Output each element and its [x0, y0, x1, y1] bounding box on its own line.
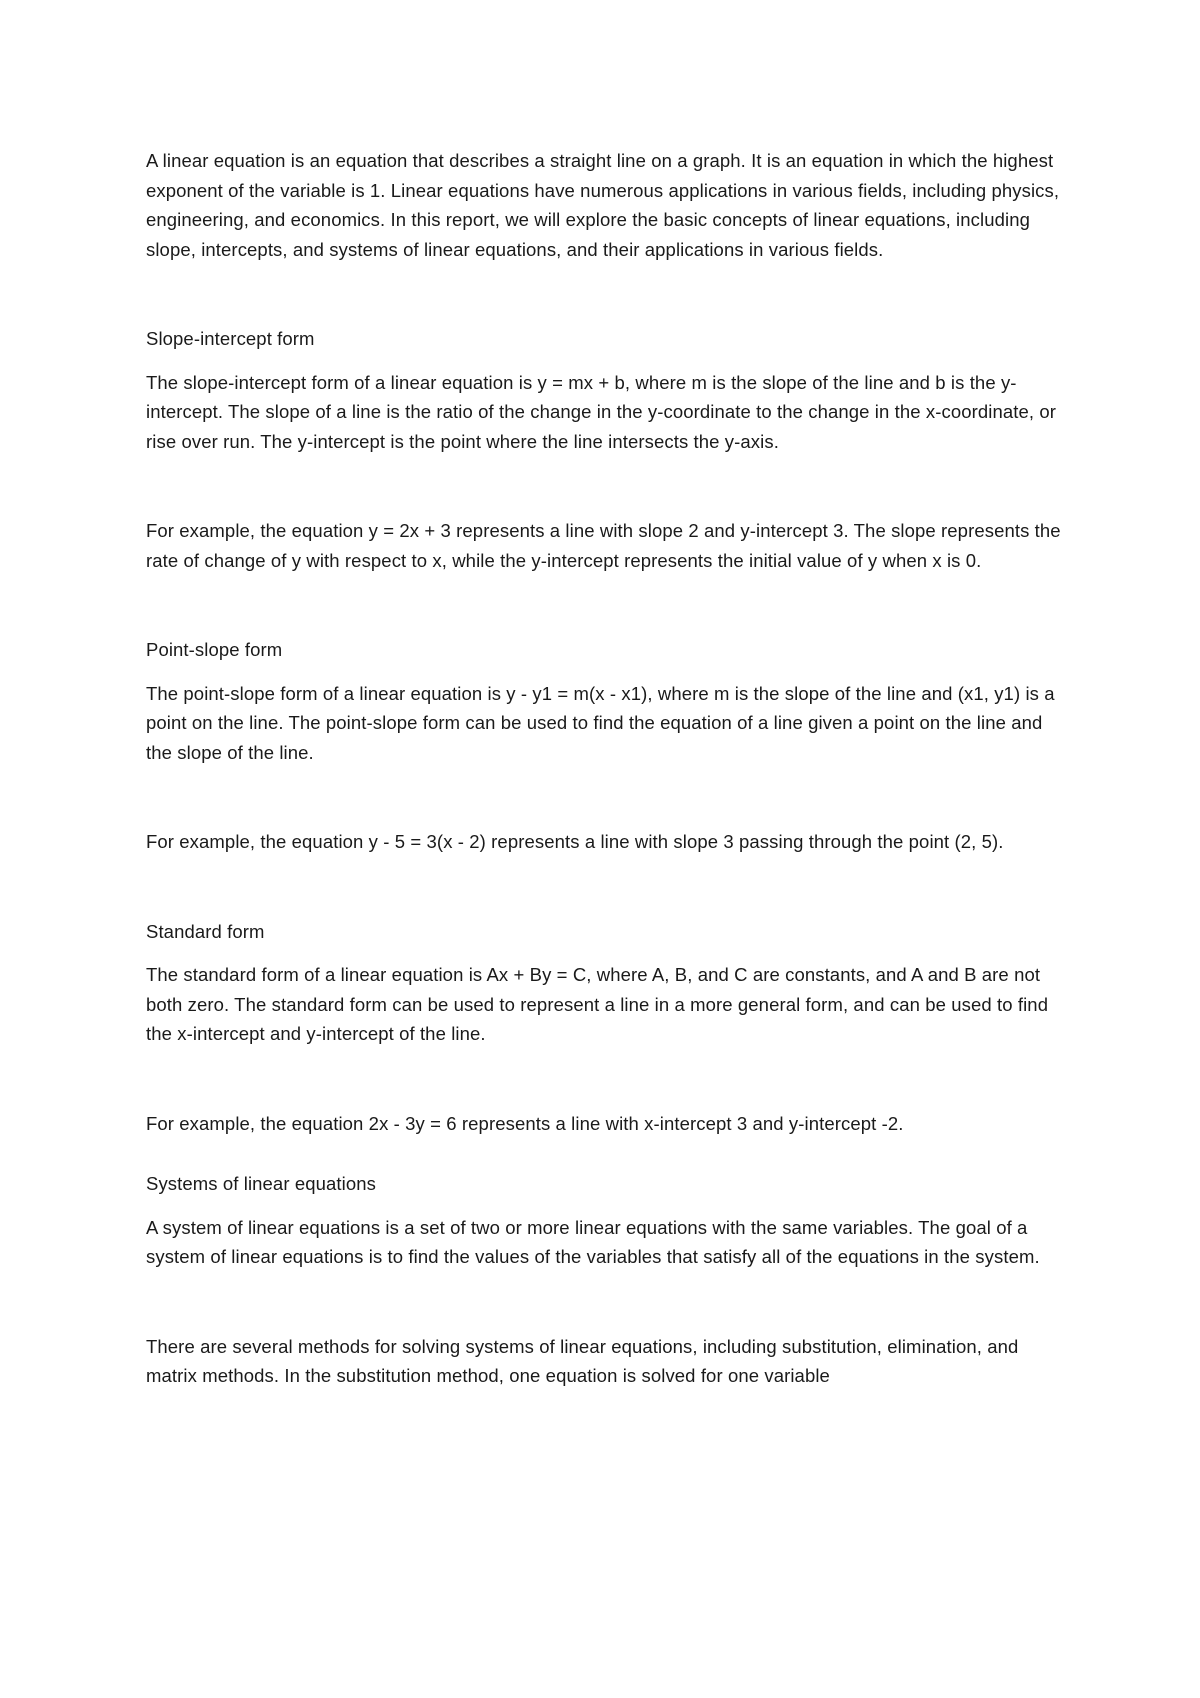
section-heading-slope-intercept: Slope-intercept form	[146, 328, 315, 349]
point-slope-example: For example, the equation y - 5 = 3(x - 2) represents a line with slope 3 passing through the point (2, 5).	[146, 831, 1004, 852]
document-body	[146, 146, 1066, 1391]
point-slope-paragraph: The point-slope form of a linear equation is y - y1 = m(x - x1), where m is the slope of the line and (x1, y1) is a point on the line. The point-slope form can be used to find the equation of a line given a point on the line and the slope of the line.	[146, 682, 1055, 763]
section-heading-point-slope: Point-slope form	[146, 639, 283, 660]
slope-intercept-paragraph: The slope-intercept form of a linear equation is y = mx + b, where m is the slope of the line and b is the y-intercept. The slope of a line is the ratio of the change in the y-coordinate to the change in the x-coordinate, or rise over run. The y-intercept is the point where the line intersects the y-axis.	[146, 371, 1056, 452]
section-heading-systems: Systems of linear equations	[146, 1173, 376, 1194]
systems-paragraph: A system of linear equations is a set of two or more linear equations with the same variables. The goal of a system of linear equations is to find the values of the variables that satisfy all of the equations in the system.	[146, 1216, 1040, 1267]
section-heading-standard: Standard form	[146, 920, 265, 942]
standard-example: For example, the equation 2x - 3y = 6 represents a line with x-intercept 3 and y-intercept -2.	[146, 1112, 904, 1134]
standard-paragraph: The standard form of a linear equation is Ax + By = C, where A, B, and C are constants, and A and B are not both zero. The standard form can be used to represent a line in a more general form, and can be used to find the x-intercept and y-intercept of the line.	[146, 964, 1049, 1044]
systems-methods-paragraph: There are several methods for solving systems of linear equations, including substitution, elimination, and matrix methods. In the substitution method, one equation is solved for one variable	[146, 1335, 1019, 1386]
intro-paragraph: A linear equation is an equation that describes a straight line on a graph. It is an equation in which the highest exponent of the variable is 1. Linear equations have numerous applications in various fields, including physics, engineering, and economics. In this report, we will explore the basic concepts of linear equations, including slope, intercepts, and systems of linear equations, and their applications in various fields.	[146, 150, 1060, 260]
slope-intercept-example: For example, the equation y = 2x + 3 represents a line with slope 2 and y-intercept 3. The slope represents the rate of change of y with respect to x, while the y-intercept represents the initial value of y when x is 0.	[146, 520, 1061, 571]
